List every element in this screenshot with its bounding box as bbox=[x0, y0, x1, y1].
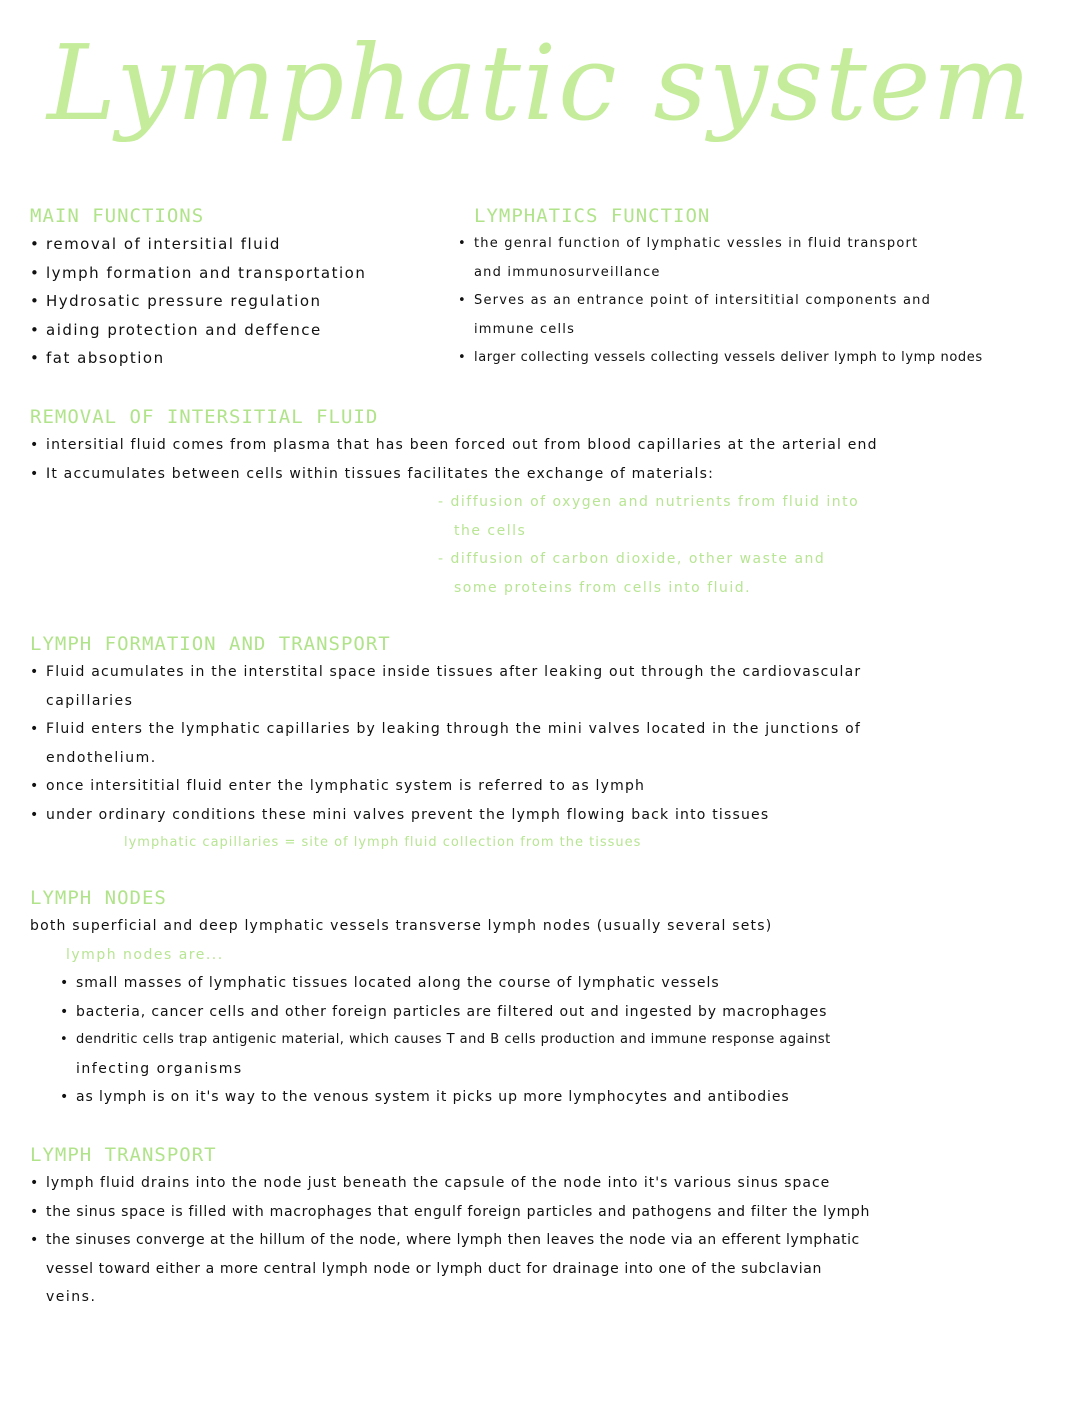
sub-item-cont: the cells bbox=[454, 522, 527, 539]
lymph-transport-section bbox=[30, 1141, 1070, 1312]
main-functions-section bbox=[30, 202, 450, 373]
list-item-cont: capillaries bbox=[46, 692, 134, 709]
list-item: • Hydrosatic pressure regulation bbox=[30, 292, 322, 310]
lymph-formation-section bbox=[30, 630, 1070, 858]
main-functions-heading: MAIN FUNCTIONS bbox=[30, 205, 205, 227]
removal-heading: REMOVAL OF INTERSITIAL FLUID bbox=[30, 406, 379, 428]
list-item: • fat absoption bbox=[30, 349, 165, 367]
list-item: • the genral function of lymphatic vessles in fluid transport bbox=[458, 236, 919, 251]
lymphatics-function-heading: LYMPHATICS FUNCTION bbox=[474, 205, 711, 227]
list-item: • as lymph is on it's way to the venous system it picks up more lymphocytes and antibodies bbox=[60, 1089, 790, 1105]
sub-item-cont: some proteins from cells into fluid. bbox=[454, 579, 752, 596]
page-title: Lymphatic system bbox=[47, 22, 1033, 144]
list-item: • Fluid enters the lymphatic capillaries by leaking through the mini valves located in the junctions of bbox=[30, 721, 861, 737]
list-item-cont: vessel toward either a more central lymph node or lymph duct for drainage into one of the subclavian bbox=[46, 1260, 822, 1277]
list-item-cont: and immunosurveillance bbox=[474, 264, 661, 280]
list-item-cont: endothelium. bbox=[46, 749, 157, 766]
sub-item: - diffusion of carbon dioxide, other waste and bbox=[438, 551, 826, 567]
list-item: • intersitial fluid comes from plasma that has been forced out from blood capillaries at the arterial end bbox=[30, 437, 878, 453]
sub-item: - diffusion of oxygen and nutrients from fluid into bbox=[438, 494, 860, 510]
list-item: • lymph fluid drains into the node just beneath the capsule of the node into it's various sinus space bbox=[30, 1175, 831, 1191]
list-item-cont: veins. bbox=[46, 1289, 97, 1305]
list-item: • under ordinary conditions these mini valves prevent the lymph flowing back into tissues bbox=[30, 806, 770, 823]
note-line: lymphatic capillaries = site of lymph fluid collection from the tissues bbox=[124, 835, 642, 850]
list-item: • small masses of lymphatic tissues located along the course of lymphatic vessels bbox=[60, 975, 720, 991]
list-item-cont: infecting organisms bbox=[76, 1060, 243, 1077]
list-item: • lymph formation and transportation bbox=[30, 263, 367, 282]
lymphatics-function-section bbox=[458, 202, 1068, 373]
lymph-formation-heading: LYMPH FORMATION AND TRANSPORT bbox=[30, 633, 391, 655]
lymph-nodes-section bbox=[30, 884, 1070, 1112]
list-item-cont: immune cells bbox=[474, 321, 576, 337]
list-item: • dendritic cells trap antigenic material, which causes T and B cells production and immune response against bbox=[60, 1032, 831, 1047]
lymph-transport-heading: LYMPH TRANSPORT bbox=[30, 1144, 217, 1166]
list-item: • larger collecting vessels collecting vessels deliver lymph to lymp nodes bbox=[458, 350, 983, 365]
list-item: • Serves as an entrance point of intersititial components and bbox=[458, 293, 932, 308]
lymph-nodes-heading: LYMPH NODES bbox=[30, 887, 167, 909]
list-item: • Fluid acumulates in the interstital space inside tissues after leaking out through the cardiovascular bbox=[30, 664, 862, 680]
list-item: • removal of intersitial fluid bbox=[30, 235, 281, 253]
intro-line: both superficial and deep lymphatic vessels transverse lymph nodes (usually several sets) bbox=[30, 918, 773, 934]
list-item: • aiding protection and deffence bbox=[30, 320, 322, 339]
list-item: • the sinus space is filled with macrophages that engulf foreign particles and pathogens and filter the lymph bbox=[30, 1203, 871, 1220]
list-item: • the sinuses converge at the hillum of the node, where lymph then leaves the node via an efferent lymphatic bbox=[30, 1232, 860, 1248]
sub-heading: lymph nodes are... bbox=[66, 946, 224, 963]
list-item: • once intersititial fluid enter the lymphatic system is referred to as lymph bbox=[30, 778, 646, 794]
list-item: • It accumulates between cells within tissues facilitates the exchange of materials: bbox=[30, 465, 715, 482]
removal-section bbox=[30, 403, 1070, 602]
list-item: • bacteria, cancer cells and other foreign particles are filtered out and ingested by macrophages bbox=[60, 1003, 828, 1020]
